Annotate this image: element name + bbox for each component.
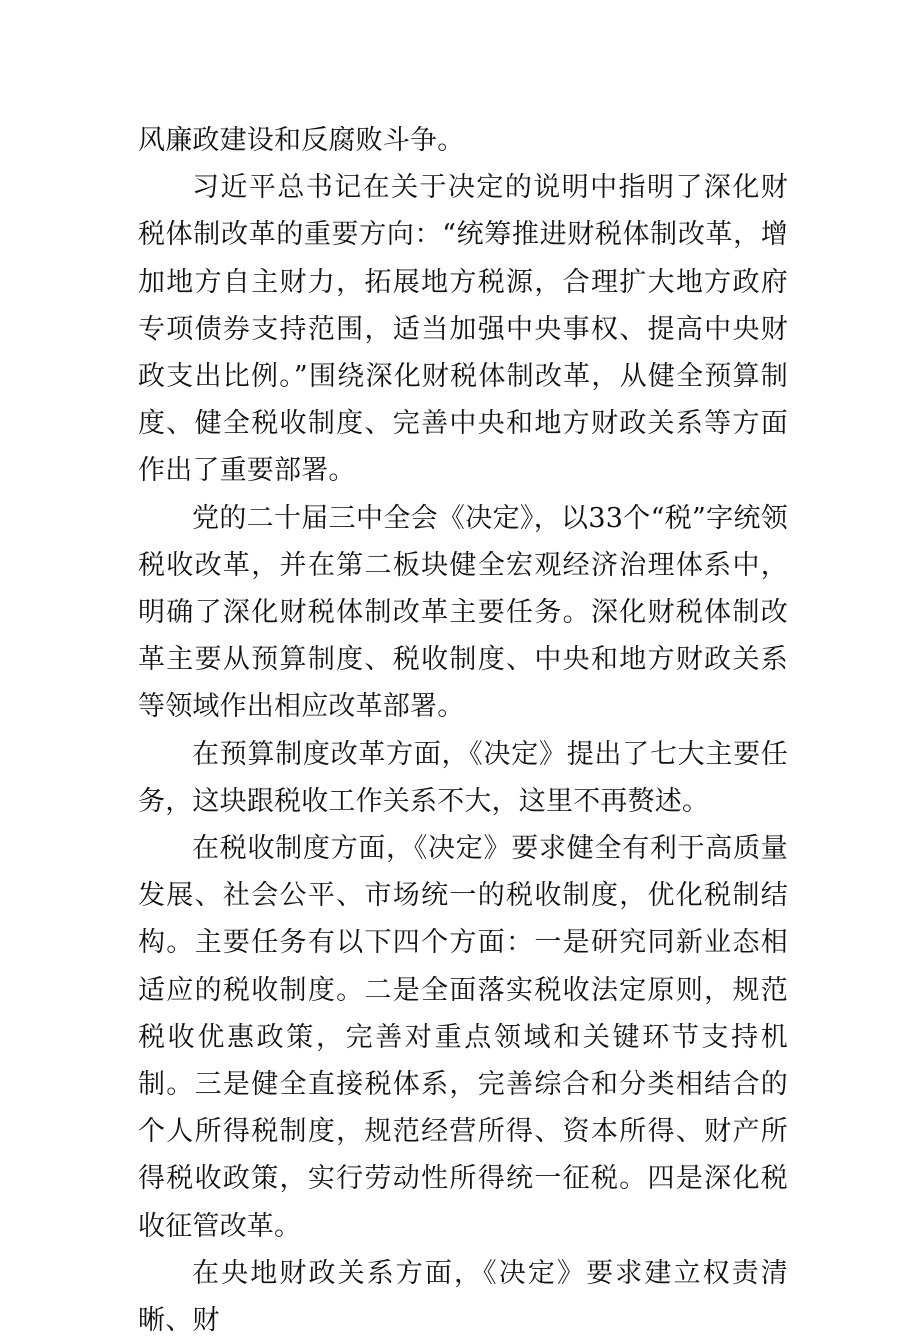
paragraph-explanation-direction: 习近平总书记在关于决定的说明中指明了深化财税体制改革的重要方向：“统筹推进财税体制改革，增加地方自主财力，拓展地方税源，合理扩大地方政府专项债券支持范围，适当加强中央事权、提高中央财政支出比例。”围绕深化财税体制改革，从健全预算制度、健全税收制度、完善中央和地方财政关系等方面作出了重要部署。 [138, 172, 788, 487]
paragraph-continuation: 风廉政建设和反腐败斗争。 [138, 125, 465, 156]
paragraph-plenum-decision: 党的二十届三中全会《决定》，以33个“税”字统领税收改革，并在第二板块健全宏观经济治理体系中，明确了深化财税体制改革主要任务。深化财税体制改革主要从预算制度、税收制度、中央和地方财政关系等领域作出相应改革部署。 [138, 502, 788, 723]
paragraph-budget-reform: 在预算制度改革方面，《决定》提出了七大主要任务，这块跟税收工作关系不大，这里不再赘述。 [138, 738, 788, 817]
paragraph-fiscal-relations: 在央地财政关系方面，《决定》要求建立权责清晰、财 [138, 1257, 788, 1337]
paragraph-tax-system: 在税收制度方面，《决定》要求健全有利于高质量发展、社会公平、市场统一的税收制度，优化税制结构。主要任务有以下四个方面：一是研究同新业态相适应的税收制度。二是全面落实税收法定原则，规范税收优惠政策，完善对重点领域和关键环节支持机制。三是健全直接税体系，完善综合和分类相结合的个人所得税制度，规范经营所得、资本所得、财产所得税收政策，实行劳动性所得统一征税。四是深化税收征管改革。 [138, 833, 788, 1242]
document-body [138, 117, 788, 1344]
